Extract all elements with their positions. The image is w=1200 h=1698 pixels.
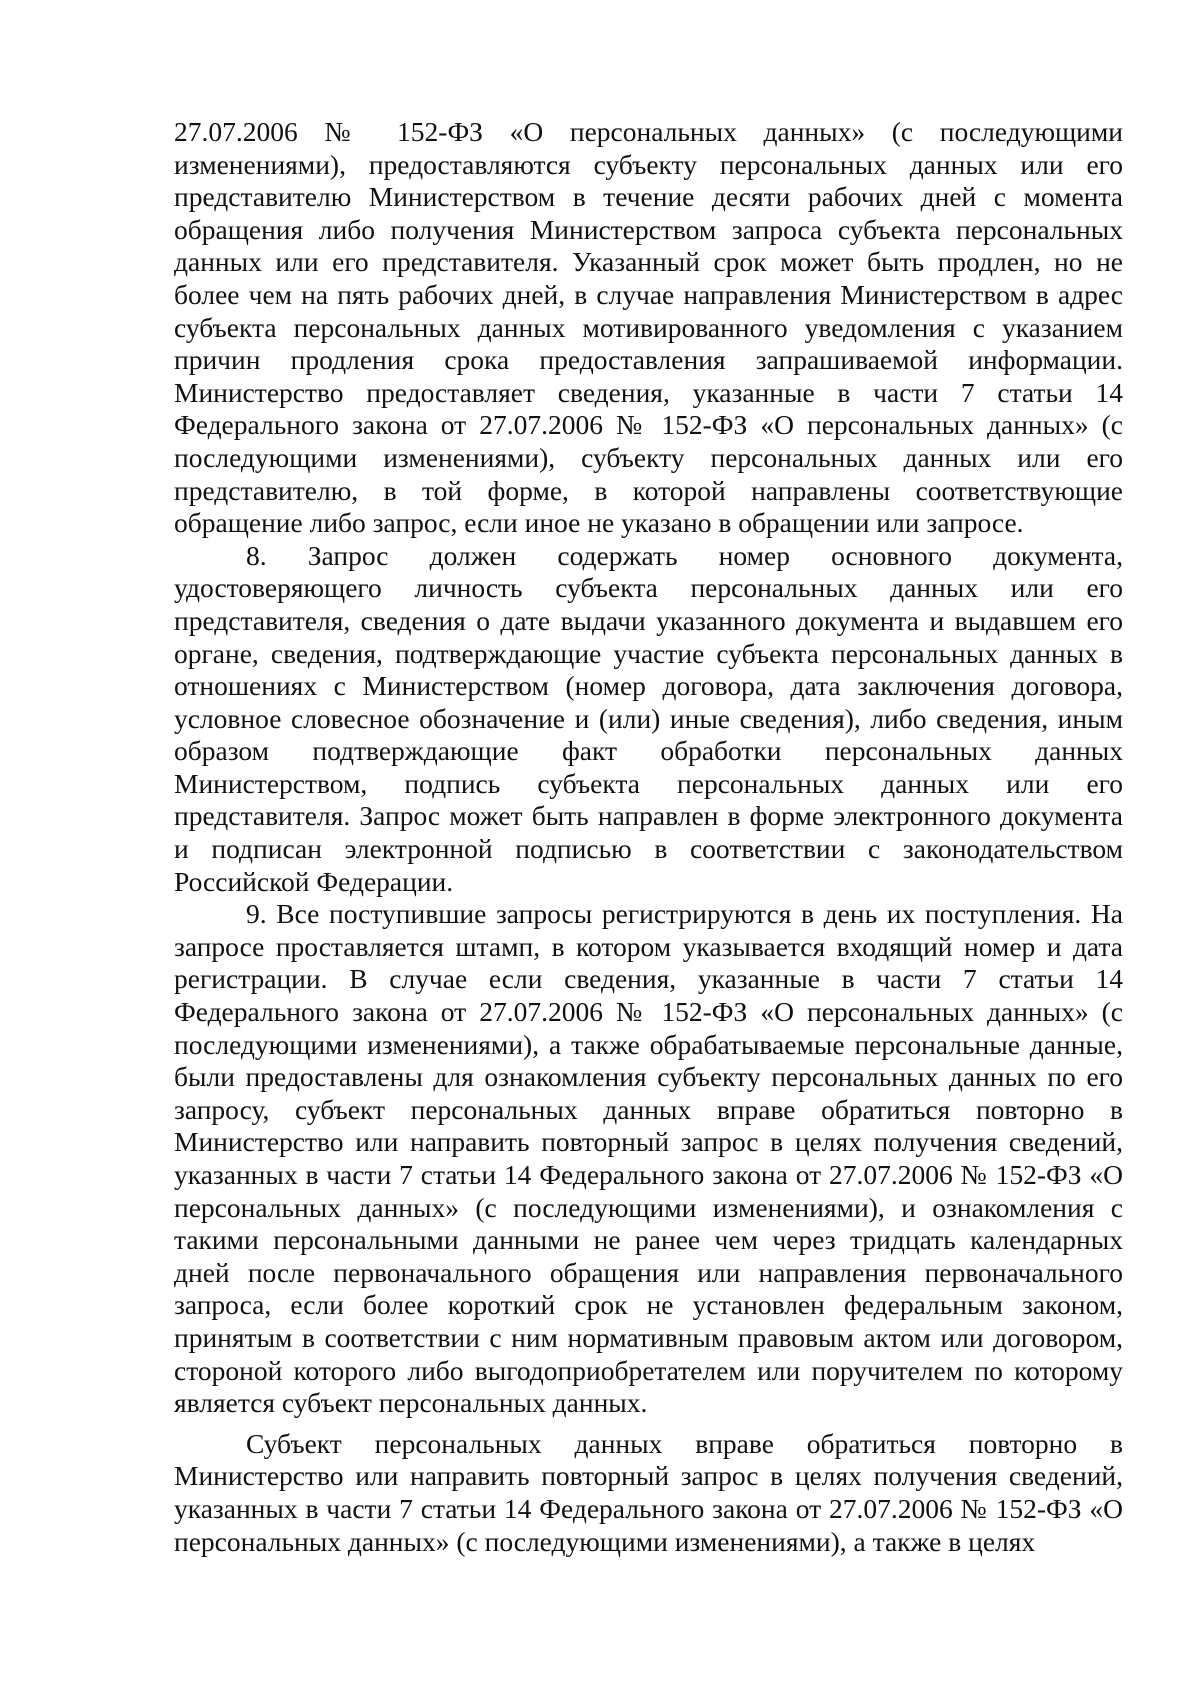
document-page bbox=[174, 116, 1123, 1558]
paragraph-continuation: 27.07.2006 № 152-ФЗ «О персональных данных» (с последующими изменениями), предоставляются субъекту персональных данных или его представителю Министерством в течение десяти рабочих дней с момента обращения либо получения Министерством запроса субъекта персональных данных или его представителя. Указанный срок может быть продлен, но не более чем на пять рабочих дней, в случае направления Министерством в адрес субъекта персональных данных мотивированного уведомления с указанием причин продления срока предоставления запрашиваемой информации. Министерство предоставляет сведения, указанные в части 7 статьи 14 Федерального закона от 27.07.2006 № 152-ФЗ «О персональных данных» (с последующими изменениями), субъекту персональных данных или его представителю, в той форме, в которой направлены соответствующие обращение либо запрос, если иное не указано в обращении или запросе. bbox=[174, 116, 1123, 539]
paragraph-clause-8: 8. Запрос должен содержать номер основного документа, удостоверяющего личность субъекта персональных данных или его представителя, сведения о дате выдачи указанного документа и выдавшем его органе, сведения, подтверждающие участие субъекта персональных данных в отношениях с Министерством (номер договора, дата заключения договора, условное словесное обозначение и (или) иные сведения), либо сведения, иным образом подтверждающие факт обработки персональных данных Министерством, подпись субъекта персональных данных или его представителя. Запрос может быть направлен в форме электронного документа и подписан электронной подписью в соответствии с законодательством Российской Федерации. bbox=[174, 539, 1123, 897]
paragraph-repeat-request: Субъект персональных данных вправе обратиться повторно в Министерство или направить повторный запрос в целях получения сведений, указанных в части 7 статьи 14 Федерального закона от 27.07.2006 № 152-ФЗ «О персональных данных» (с последующими изменениями), а также в целях bbox=[174, 1427, 1123, 1557]
paragraph-clause-9: 9. Все поступившие запросы регистрируются в день их поступления. На запросе проставляется штамп, в котором указывается входящий номер и дата регистрации. В случае если сведения, указанные в части 7 статьи 14 Федерального закона от 27.07.2006 № 152-ФЗ «О персональных данных» (с последующими изменениями), а также обрабатываемые персональные данные, были предоставлены для ознакомления субъекту персональных данных по его запросу, субъект персональных данных вправе обратиться повторно в Министерство или направить повторный запрос в целях получения сведений, указанных в части 7 статьи 14 Федерального закона от 27.07.2006 № 152-ФЗ «О персональных данных» (с последующими изменениями), и ознакомления с такими персональными данными не ранее чем через тридцать календарных дней после первоначального обращения или направления первоначального запроса, если более короткий срок не установлен федеральным законом, принятым в соответствии с ним нормативным правовым актом или договором, стороной которого либо выгодоприобретателем или поручителем по которому является субъект персональных данных. bbox=[174, 898, 1123, 1419]
